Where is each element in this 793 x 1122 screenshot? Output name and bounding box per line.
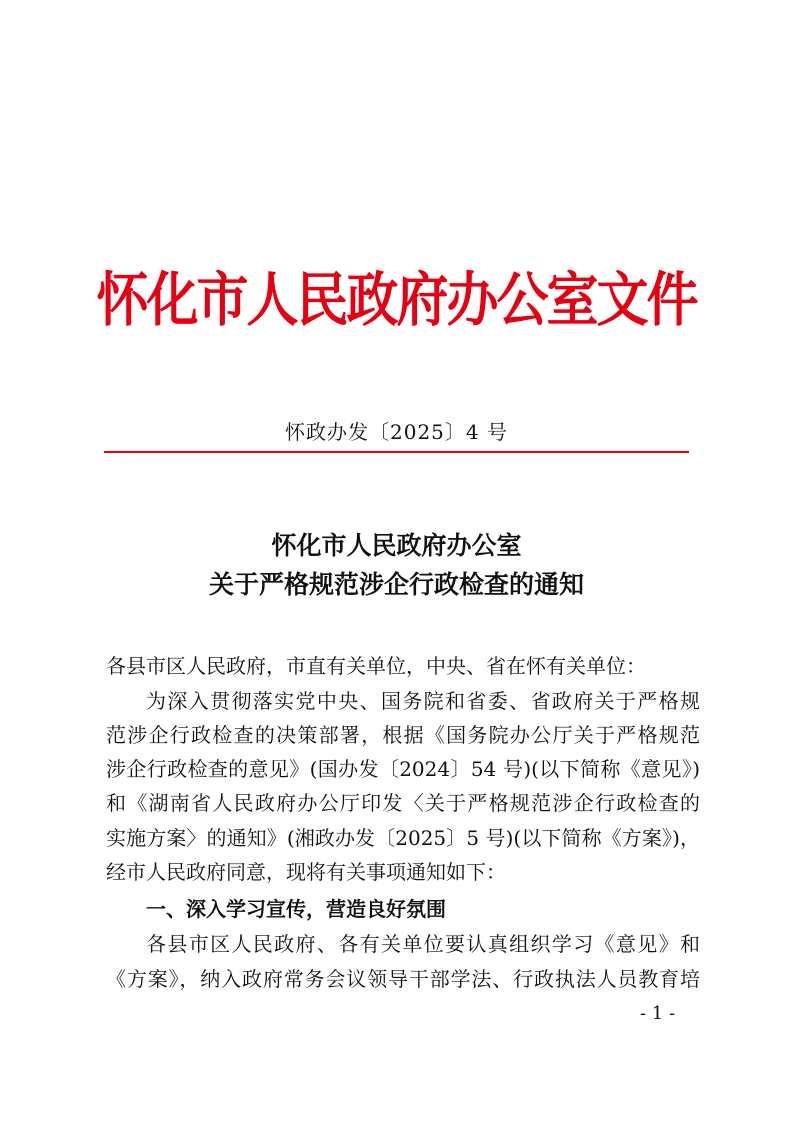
paragraph-2-line: 各县市区人民政府、各有关单位要认真组织学习《意见》和 (146, 932, 700, 956)
issuer-banner: 怀化市人民政府办公室文件 (96, 267, 697, 335)
salutation: 各县市区人民政府，市直有关单位，中央、省在怀有关单位： (106, 654, 646, 678)
paragraph-1-line: 为深入贯彻落实党中央、国务院和省委、省政府关于严格规 (146, 689, 700, 713)
document-title-line-2: 关于严格规范涉企行政检查的通知 (208, 570, 584, 599)
paragraph-1-line: 范涉企行政检查的决策部署，根据《国务院办公厅关于严格规范 (106, 723, 700, 747)
document-number: 怀政办发〔2025〕4 号 (285, 420, 508, 444)
paragraph-1-line: 涉企行政检查的意见》(国办发〔2024〕54 号)(以下简称《意见》) (106, 757, 700, 781)
paragraph-1-line: 经市人民政府同意，现将有关事项通知如下： (106, 860, 506, 884)
document-title-line-1: 怀化市人民政府办公室 (271, 531, 522, 560)
paragraph-2-line: 《方案》，纳入政府常务会议领导干部学法、行政执法人员教育培 (106, 967, 700, 991)
paragraph-1-line: 实施方案〉的通知》(湘政办发〔2025〕5 号)(以下简称《方案》)， (106, 826, 700, 850)
page-number: - 1 - (640, 1003, 676, 1024)
red-separator-line (104, 451, 689, 453)
section-1-heading: 一、深入学习宣传，营造良好氛围 (146, 897, 446, 921)
paragraph-1-line: 和《湖南省人民政府办公厅印发〈关于严格规范涉企行政检查的 (106, 791, 700, 815)
